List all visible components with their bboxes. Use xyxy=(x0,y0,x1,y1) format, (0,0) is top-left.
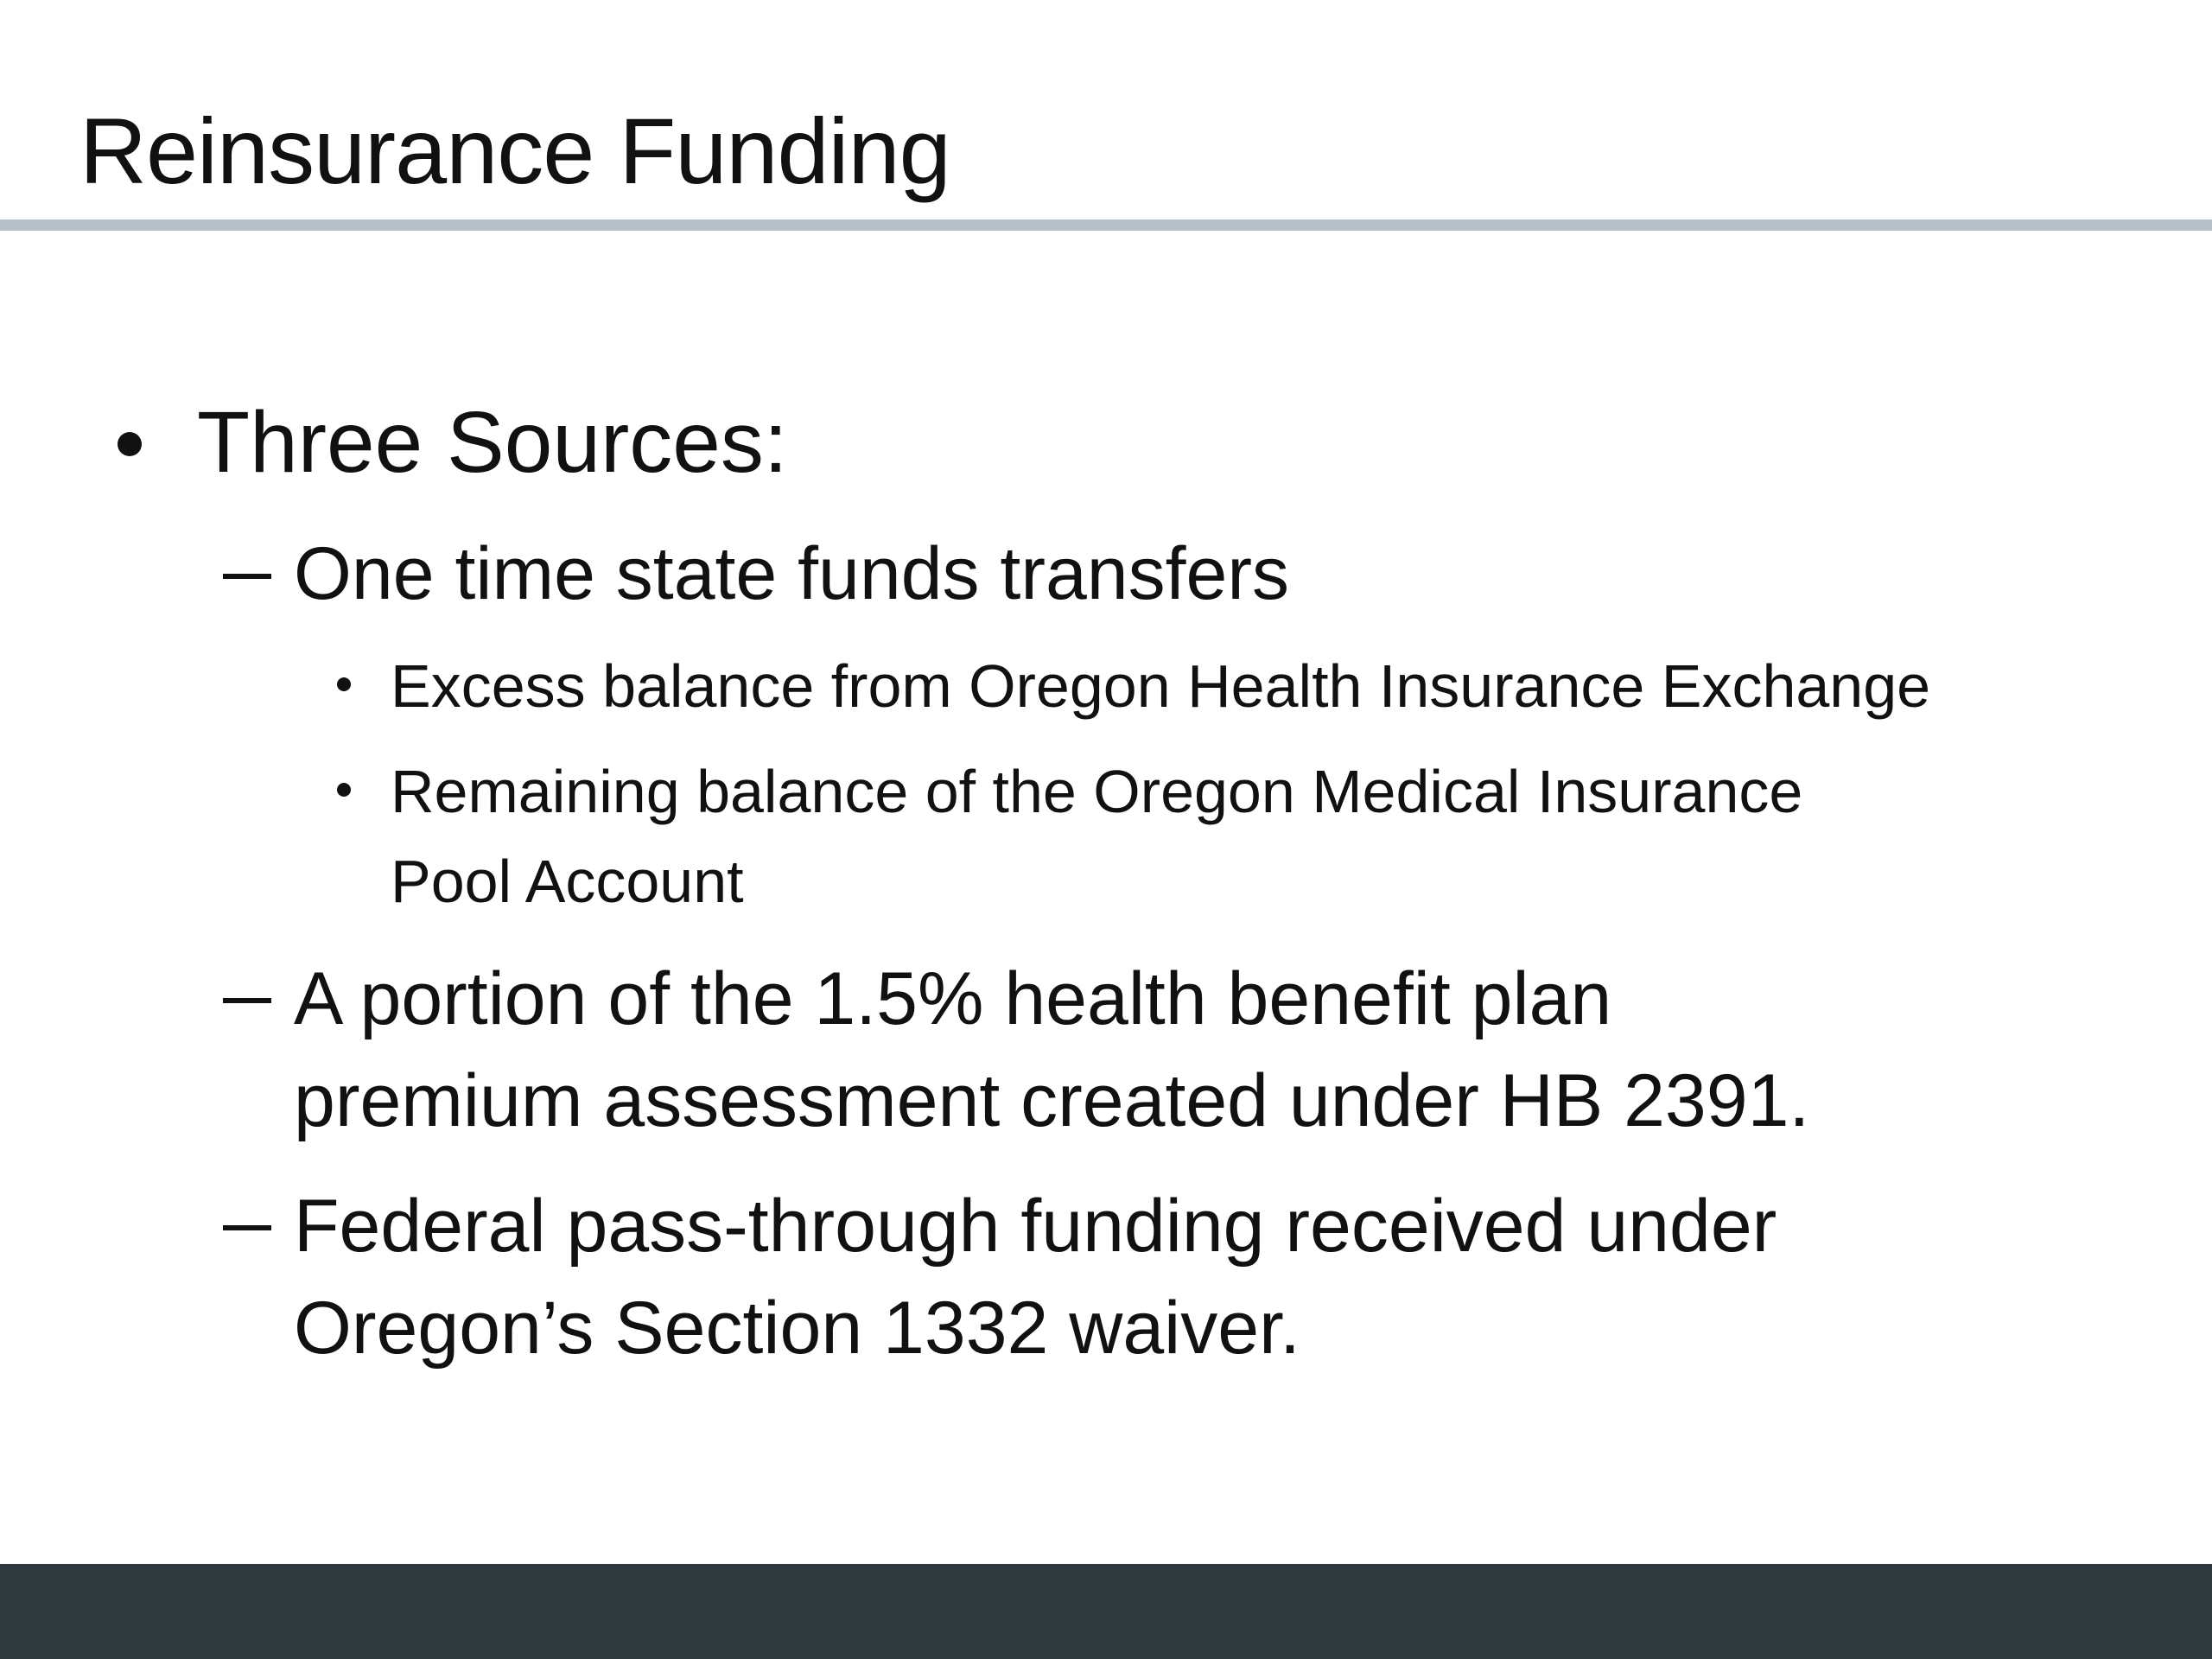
bullet-dot-icon xyxy=(337,783,351,797)
sub-bullet-federal-funding-line1: Federal pass-through funding received under xyxy=(294,1185,1777,1268)
bullet-dot-icon xyxy=(337,677,351,691)
bullet-three-sources: Three Sources: xyxy=(197,394,788,491)
dash-icon xyxy=(223,998,271,1003)
footer-bar xyxy=(0,1564,2212,1659)
sub-bullet-premium-assessment-line1: A portion of the 1.5% health benefit plan xyxy=(294,957,1612,1040)
sub-bullet-one-time-transfers: One time state funds transfers xyxy=(294,532,1289,615)
sub-bullet-premium-assessment-line2: premium assessment created under HB 2391. xyxy=(294,1059,1810,1142)
slide-title: Reinsurance Funding xyxy=(79,99,950,203)
sub-bullet-federal-funding-line2: Oregon’s Section 1332 waiver. xyxy=(294,1287,1300,1370)
sub-sub-bullet-remaining-balance-line1: Remaining balance of the Oregon Medical Insurance xyxy=(391,758,1803,825)
dash-icon xyxy=(223,1225,271,1230)
sub-sub-bullet-excess-balance: Excess balance from Oregon Health Insurance Exchange xyxy=(391,652,1931,720)
dash-icon xyxy=(223,574,271,579)
sub-sub-bullet-remaining-balance-line2: Pool Account xyxy=(391,848,744,915)
title-divider xyxy=(0,219,2212,231)
bullet-dot-icon xyxy=(118,432,142,456)
